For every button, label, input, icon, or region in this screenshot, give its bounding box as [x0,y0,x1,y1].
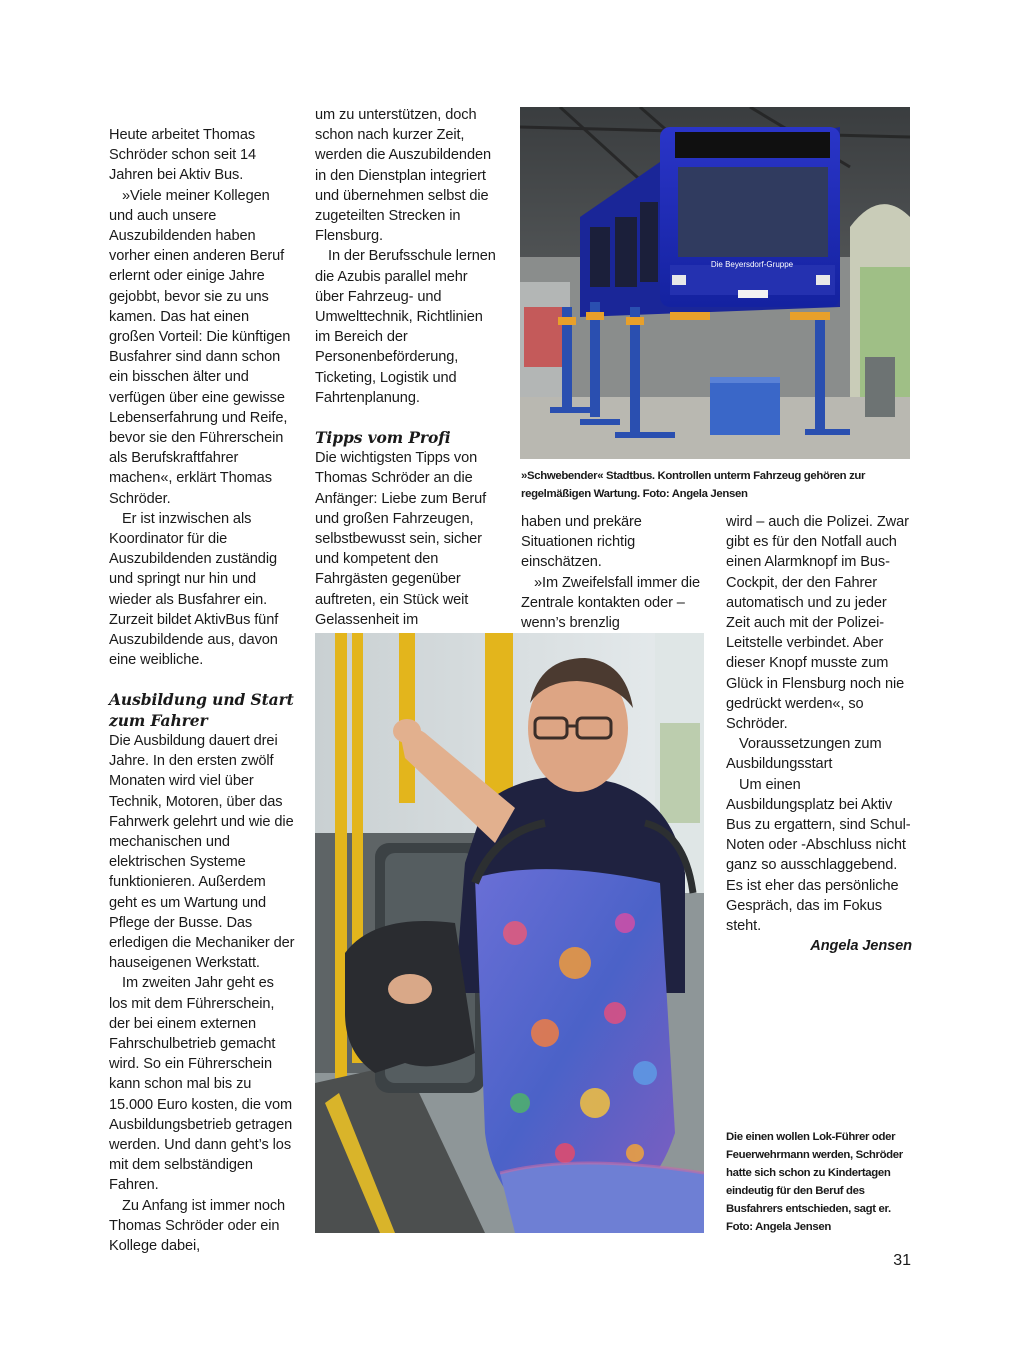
text-column-1 [109,125,296,1256]
paragraph: »Viele meiner Kollegen und auch unsere Auszubildenden haben vorher einen anderen Beruf erlernt oder einige Jahre gejobbt, bevor sie zu uns kamen. Das hat einen großen Vorteil: Die künftigen Busfahrer sind dann schon ein bisschen älter und verfügen über eine gewisse Lebenserfahrung und Reife, bevor sie den Führerschein als Berufskraftfahrer machen«, erklärt Thomas Schröder. [109,187,291,507]
paragraph: haben und prekäre Situationen richtig einschätzen. [521,514,642,571]
photo2-caption-text: Die einen wollen Lok-Führer oder Feuerwehrmann werden, Schröder hatte sich schon zu Kindertagen eindeutig für den Beruf des Busfahrers entschieden, sagt er. [726,1131,903,1215]
text-column-2 [315,105,497,650]
spacer [109,670,296,690]
paragraph: Zu Anfang ist immer noch Thomas Schröder oder ein Kollege dabei, [109,1197,286,1254]
man-in-bus-illustration [315,633,704,1233]
spacer [315,408,497,428]
paragraph: Um einen Ausbildungsplatz bei Aktiv Bus zu ergattern, sind Schul-Noten oder -Abschluss nicht ganz so ausschlaggebend. Es ist eher das persönliche Gespräch, das im Fokus steht. [726,776,911,935]
paragraph: In der Berufsschule lernen die Azubis parallel mehr über Fahrzeug- und Umwelttechnik, Richtlinien im Bereich der Personenbeförderung, Ticketing, Logistik und Fahrtenplanung. [315,248,496,406]
photo-bus-workshop [520,107,910,459]
photo-man-in-bus [315,633,704,1233]
paragraph: Die wichtigsten Tipps von Thomas Schröder an die Anfänger: Liebe zum Beruf und großen Fahrzeugen, selbstbewusst sein, sicher und kompetent den Fahrgästen gegenüber auftreten, ein Stück weit Gelassenheit im [315,450,487,628]
paragraph: Heute arbeitet Thomas Schröder schon seit 14 Jahren bei Aktiv Bus. [109,127,257,184]
text-column-3 [521,512,707,633]
author-signature: Angela Jensen [810,938,912,955]
photo2-caption [726,1128,916,1236]
subheading-ausbildung: Ausbildung und Start zum Fahrer [109,690,294,730]
bus-workshop-illustration [520,107,910,459]
paragraph: Die Ausbildung dauert drei Jahre. In den ersten zwölf Monaten wird viel über Technik, Motoren, über das Fahrwerk gelehrt und wie die mechanischen und elektrischen Systeme funktionieren. Außerdem geht es um Wartung und Pflege der Busse. Das erledigen die Mechaniker der hauseigenen Werkstatt. [109,732,295,972]
photo1-caption: »Schwebender« Stadtbus. Kontrollen unterm Fahrzeug gehören zur regelmäßigen Wartung. Foto: Angela Jensen [521,470,866,500]
paragraph: »Im Zweifelsfall immer die Zentrale kontakten oder – wenn’s brenzlig [521,574,701,632]
text-column-4 [726,512,912,956]
paragraph: wird – auch die Polizei. Zwar gibt es für den Notfall auch einen Alarmknopf im Bus-Cockpit, der den Fahrer automatisch und zu jeder Zeit auch mit der Polizei-Leitstelle verbindet. Aber dieser Knopf musste zum Glück in Flensburg noch nie gedrückt werden«, so Schröder. [726,514,909,733]
bus-sign: Die Beyersdorf-Gruppe [710,260,794,269]
subheading-tipps: Tipps vom Profi [315,428,451,448]
photo2-credit: Foto: Angela Jensen [726,1221,831,1233]
paragraph: um zu unterstützen, doch schon nach kurzer Zeit, werden die Auszubildenden in den Dienstplan integriert und übernehmen selbst die zugeteilten Strecken in Flensburg. [315,107,492,245]
paragraph: Voraussetzungen zum Ausbildungsstart [726,736,882,773]
paragraph: Im zweiten Jahr geht es los mit dem Führerschein, der bei einem externen Fahrschulbetrieb gemacht wird. So ein Führerschein kann schon mal bis zu 15.000 Euro kosten, die vom Ausbildungsbetrieb getragen werden. Und dann geht’s los mit dem selbständigen Fahren. [109,975,293,1194]
page-number: 31 [893,1252,911,1269]
paragraph: Er ist inzwischen als Koordinator für die Auszubildenden zuständig und springt nur hin und wieder als Busfahrer ein. Zurzeit bildet AktivBus fünf Auszubildende aus, davon eine weibliche. [109,510,279,669]
